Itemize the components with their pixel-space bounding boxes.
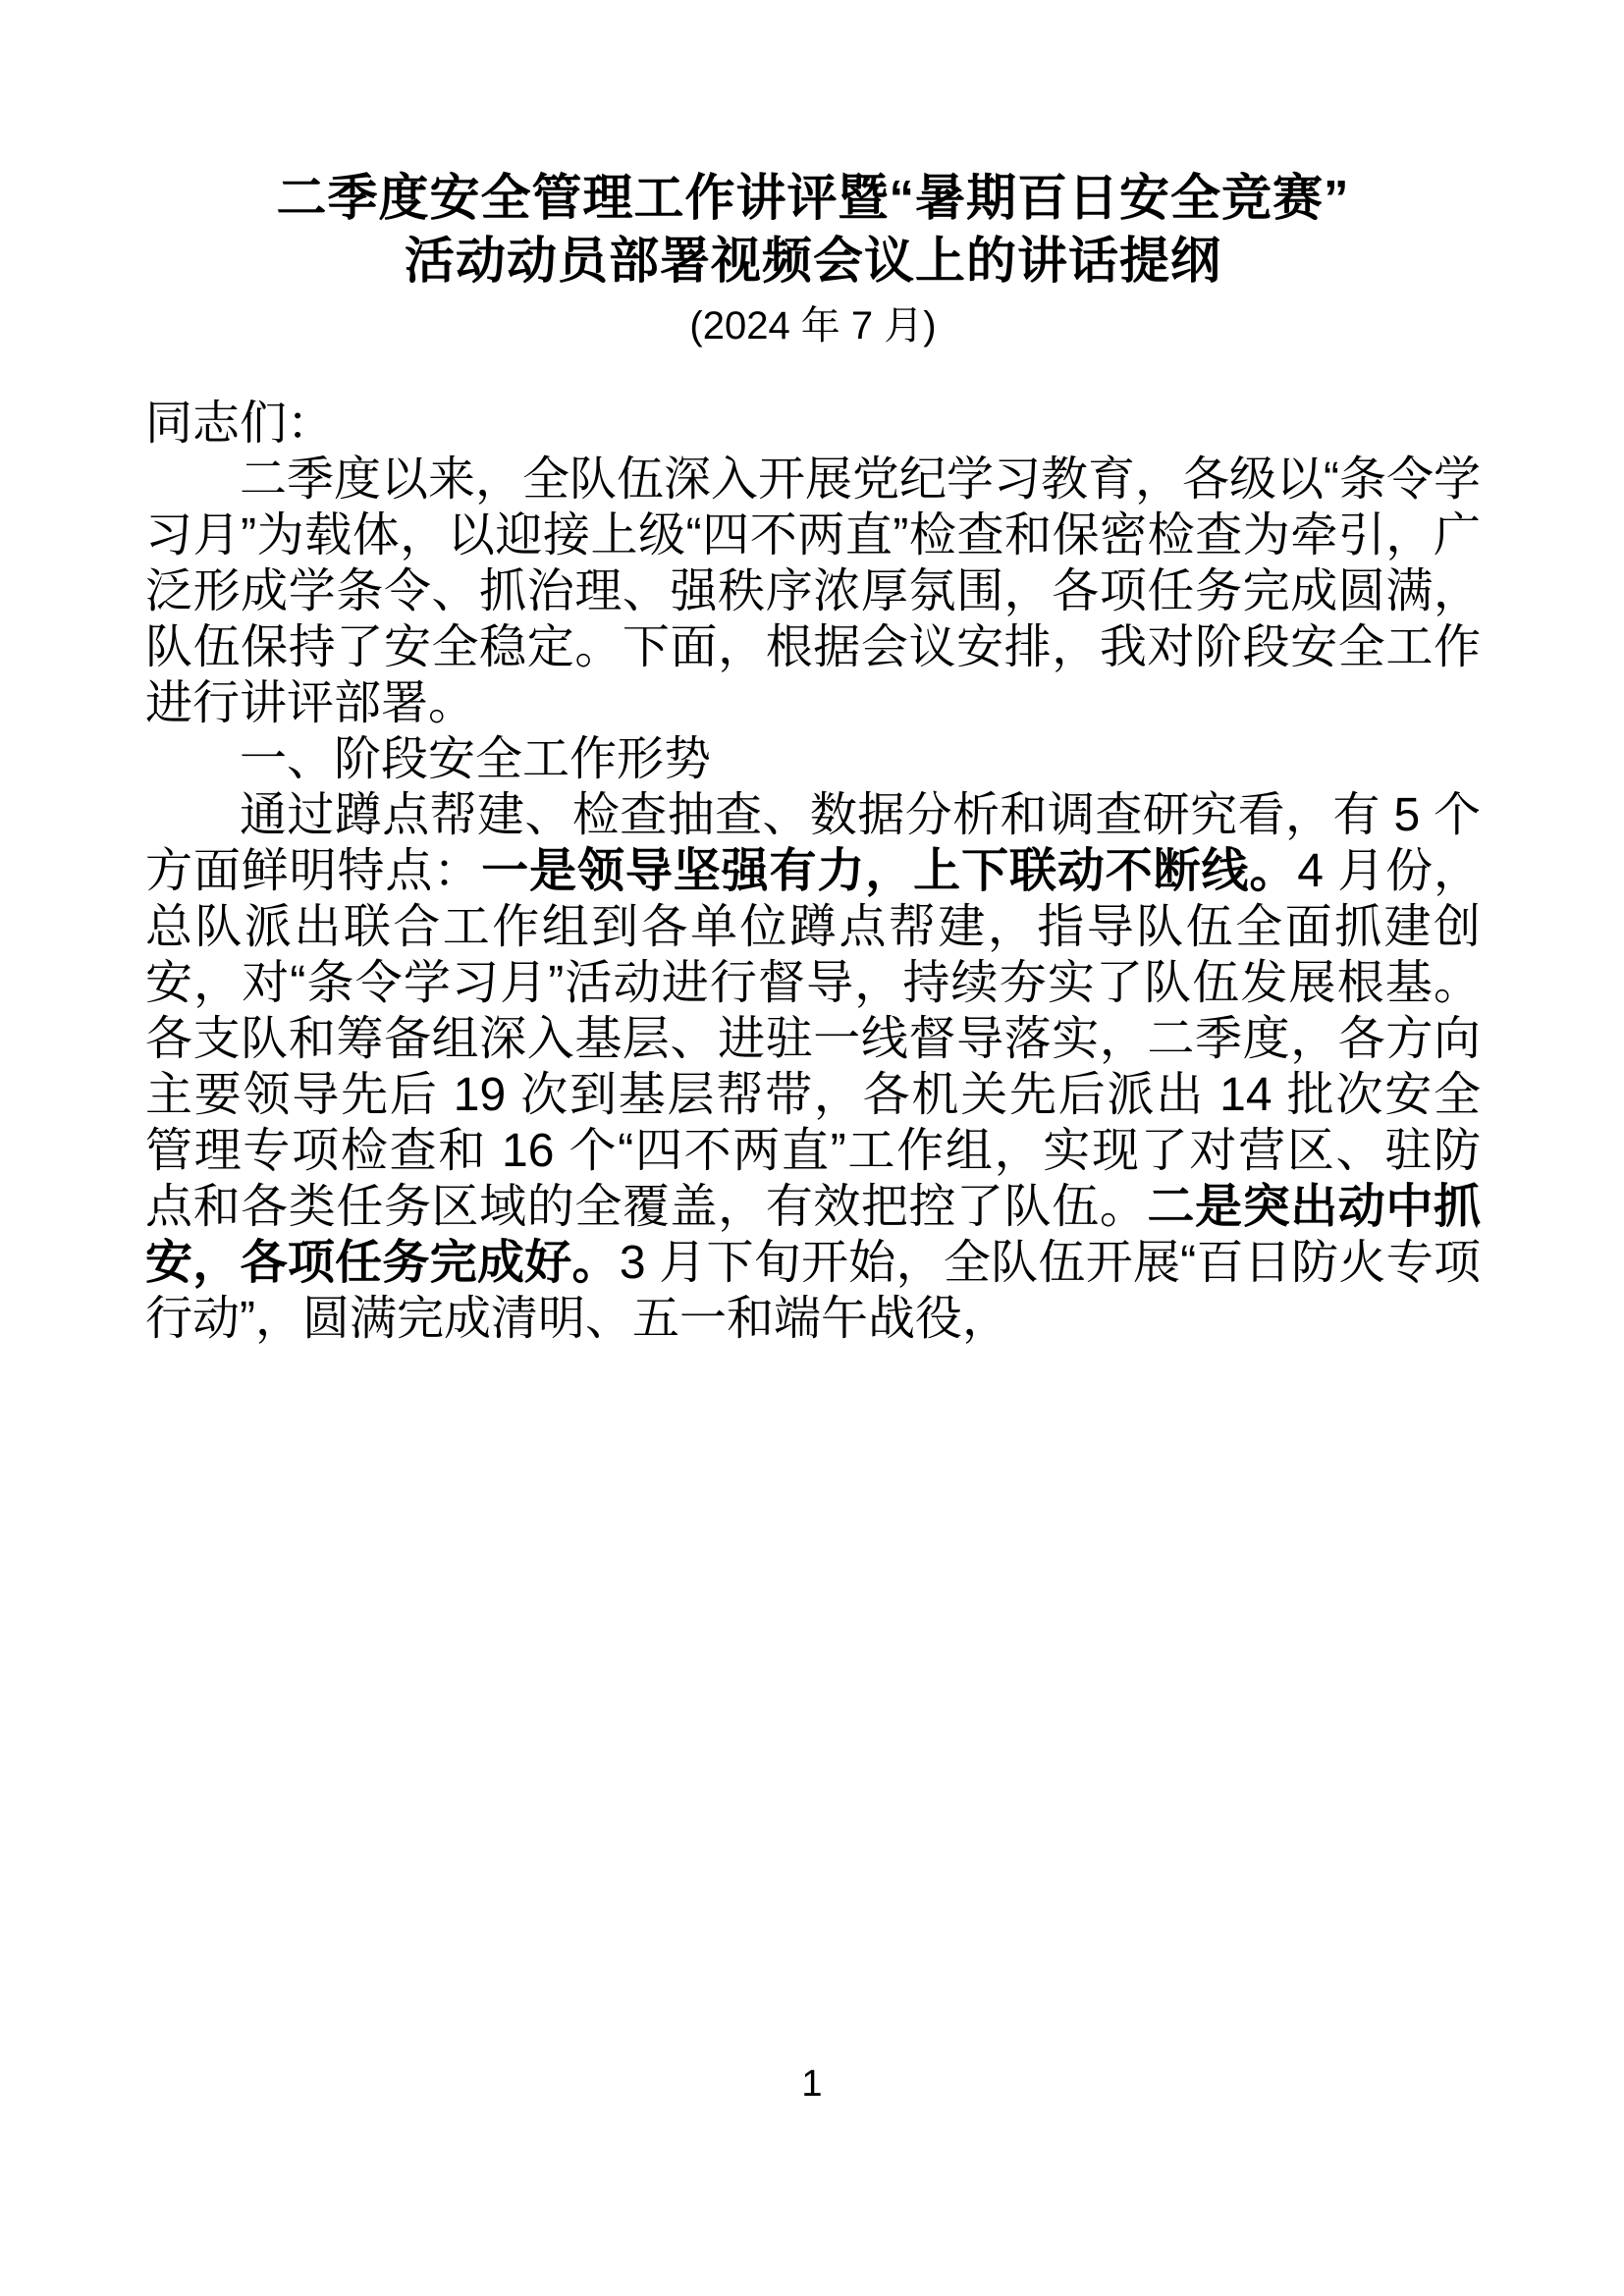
document-content xyxy=(145,167,1481,1347)
bold-text-run: 一是领导坚强有力，上下联动不断线。 xyxy=(481,845,1298,897)
bold-text-run: 二是突出动中抓安，各项任务完成好。 xyxy=(145,1181,1481,1289)
text-run: 3 月下旬开始，全队伍开展“百日防火专项行动”，圆满完成清明、五一和端午战役， xyxy=(145,1237,1481,1345)
paragraph xyxy=(145,396,1481,452)
document-body xyxy=(145,396,1481,1347)
paragraph xyxy=(145,787,1481,1347)
text-run: 通过蹲点帮建、检查抽查、数据分析和调查研究看，有 5 个方面鲜明特点： xyxy=(145,789,1481,897)
document-date: (2024 年 7 月) xyxy=(689,304,937,347)
document-title-line1: 二季度安全管理工作讲评暨“暑期百日安全竞赛” xyxy=(276,170,1350,226)
text-run: 4 月份，总队派出联合工作组到各单位蹲点帮建，指导队伍全面抓建创安，对“条令学习月”活动进行督导，持续夯实了队伍发展根基。各支队和筹备组深入基层、进驻一线督导落实，二季度，各方向主要领导先后 19 次到基层帮带，各机关先后派出 14 批次安全管理专项检查和 16 个“四不两直”工作组，实现了对营区、驻防点和各类任务区域的全覆盖，有效把控了队伍。 xyxy=(145,845,1481,1233)
text-run: 二季度以来，全队伍深入开展党纪学习教育，各级以“条令学习月”为载体，以迎接上级“四不两直”检查和保密检查为牵引，广泛形成学条令、抓治理、强秩序浓厚氛围，各项任务完成圆满，队伍保持了安全稳定。下面，根据会议安排，我对阶段安全工作进行讲评部署。 xyxy=(145,454,1481,729)
text-run: 同志们： xyxy=(145,398,335,450)
paragraph xyxy=(145,452,1481,731)
page-number: 1 xyxy=(801,2063,823,2105)
document-title-line2: 活动动员部署视频会议上的讲话提纲 xyxy=(404,233,1221,289)
paragraph xyxy=(145,731,1481,787)
text-run: 一、阶段安全工作形势 xyxy=(240,733,712,785)
